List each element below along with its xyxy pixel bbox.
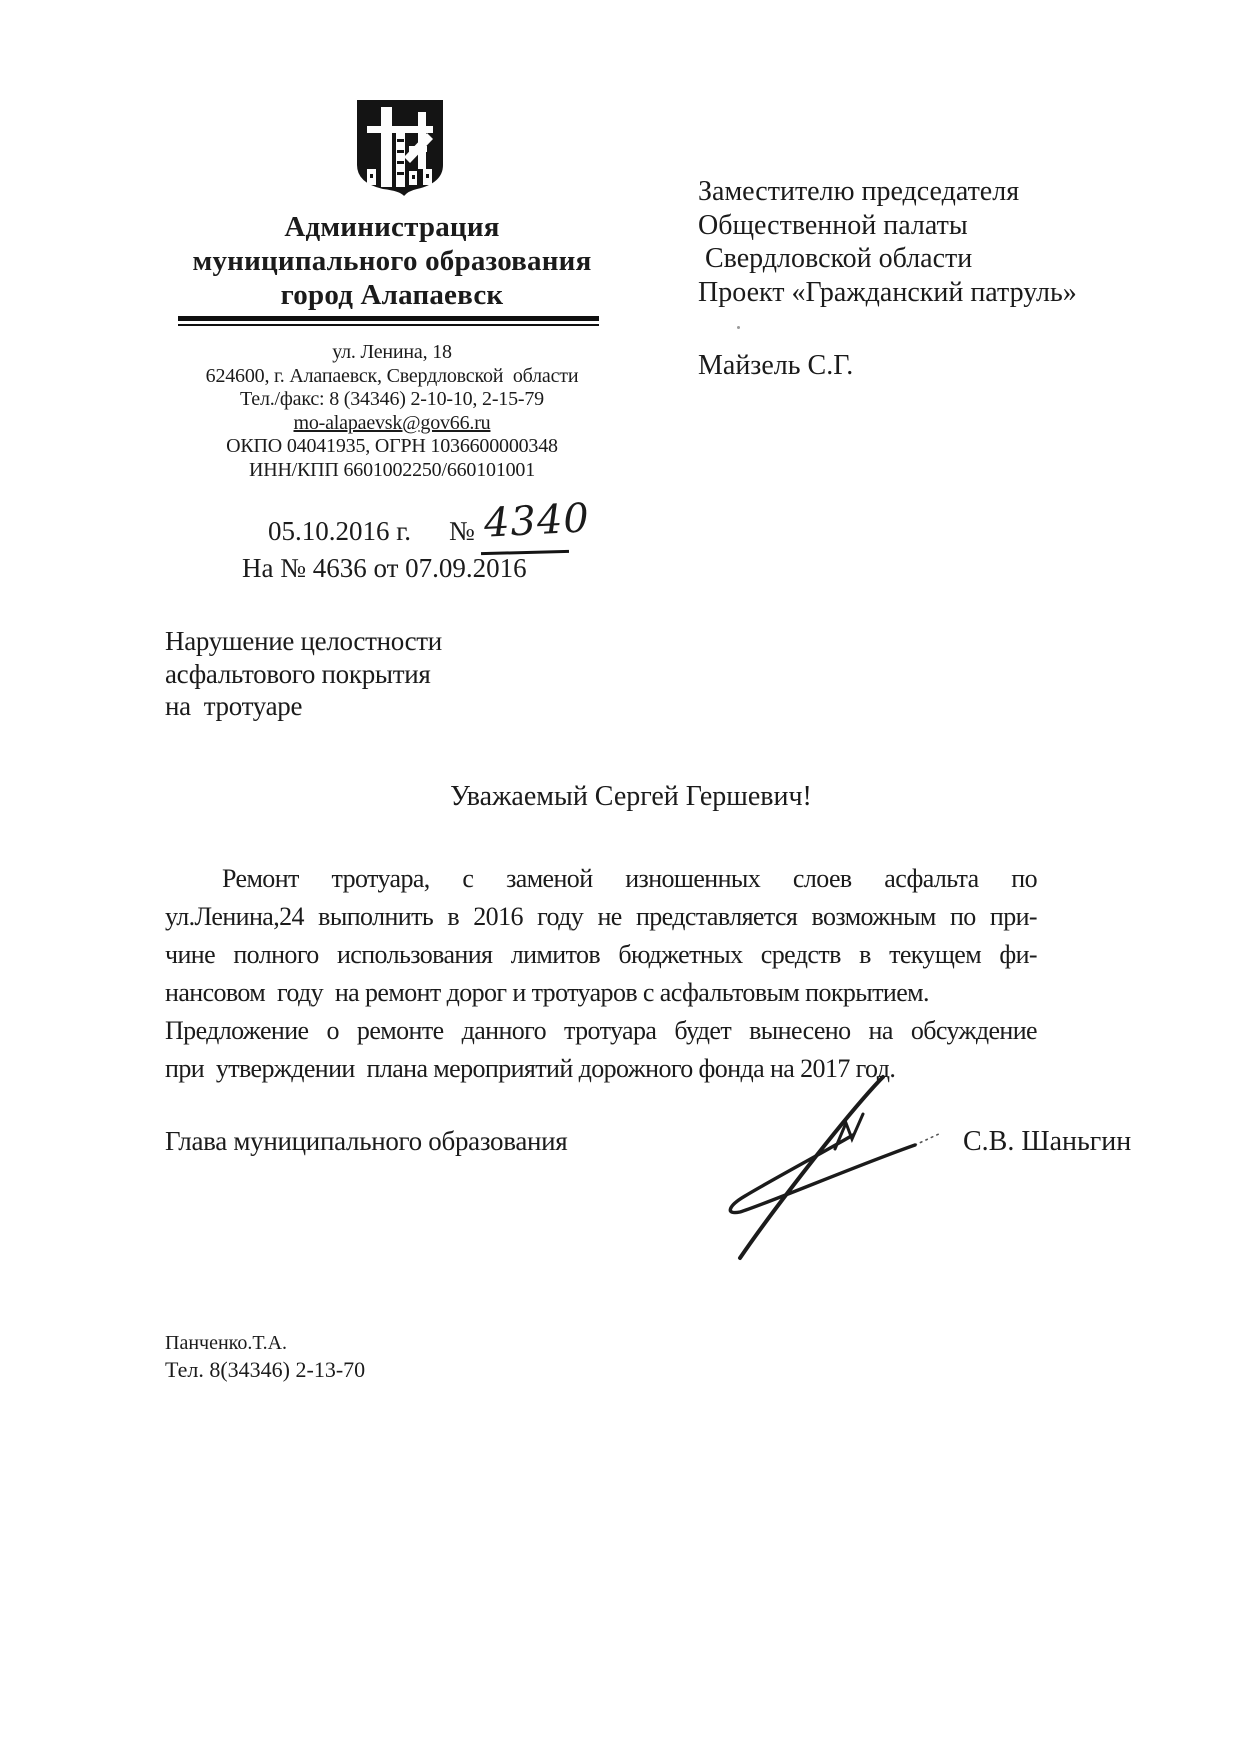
handwritten-signature [632,1056,942,1266]
letter-number-sign: № [449,516,475,546]
org-name-line-2: муниципального образования [192,245,592,277]
subject-block [165,625,585,723]
recipient-line-2: Общественной палаты [698,209,968,241]
letter-number-handwritten: 4340 [482,495,591,547]
signer-name: С.В. Шаньгин [963,1126,1132,1157]
signer-title: Глава муниципального образования [165,1126,568,1156]
recipient-line-4: Проект «Гражданский патруль» [698,276,1077,308]
org-okpo-ogrn-line: ОКПО 04041935, ОГРН 1036600000348 [226,435,558,457]
recipient-line-1: Заместителю председателя [698,176,1020,207]
org-city-line: 624600, г. Алапаевск, Свердловской области [205,364,579,387]
body-line-3: чине полного использования лимитов бюджетных средств в текущем фи- [165,940,1037,969]
body-line-6: при утверждении плана мероприятий дорожного фонда на 2017 год. [165,1054,896,1083]
recipient-name: Майзель С.Г. [698,350,854,381]
org-name-line-3: город Алапаевск [280,279,504,311]
org-header-block [172,99,612,312]
executor-name: Панченко.Т.А. [165,1332,288,1354]
body-line-1: Ремонт тротуара, с заменой изношенных слоев асфальта по [222,864,1037,893]
recipient-block [698,175,1118,309]
body-paragraph [165,860,1037,1088]
recipient-line-3: Свердловской области [698,243,973,274]
body-line-2: ул.Ленина,24 выполнить в 2016 году не представляется возможным по при- [165,902,1037,931]
salutation: Уважаемый Сергей Гершевич! [450,781,812,812]
org-inn-kpp-line: ИНН/КПП 6601002250/660101001 [248,458,536,481]
letter-date: 05.10.2016 г. [268,516,412,546]
org-email: mo-alapaevsk@gov66.ru [293,411,491,434]
org-street-line: ул. Ленина, 18 [332,341,452,363]
subject-line-2: асфальтового покрытия [165,658,431,689]
executor-phone: Тел. 8(34346) 2-13-70 [165,1357,366,1382]
reply-reference-line: На № 4636 от 07.09.2016 [242,553,527,583]
body-line-5: Предложение о ремонте данного тротуара будет вынесено на обсуждение [165,1016,1037,1045]
header-separator [178,316,599,326]
subject-line-1: Нарушение целостности [165,626,442,656]
scan-speck [737,326,740,329]
org-address-block [172,341,612,482]
subject-line-3: на тротуаре [165,691,303,721]
coat-of-arms-icon [355,99,445,197]
org-name-line-1: Администрация [284,211,500,243]
org-phone-line: Тел./факс: 8 (34346) 2-10-10, 2-15-79 [240,388,544,410]
body-line-4: нансовом году на ремонт дорог и тротуаров с асфальтовым покрытием. [165,978,929,1007]
